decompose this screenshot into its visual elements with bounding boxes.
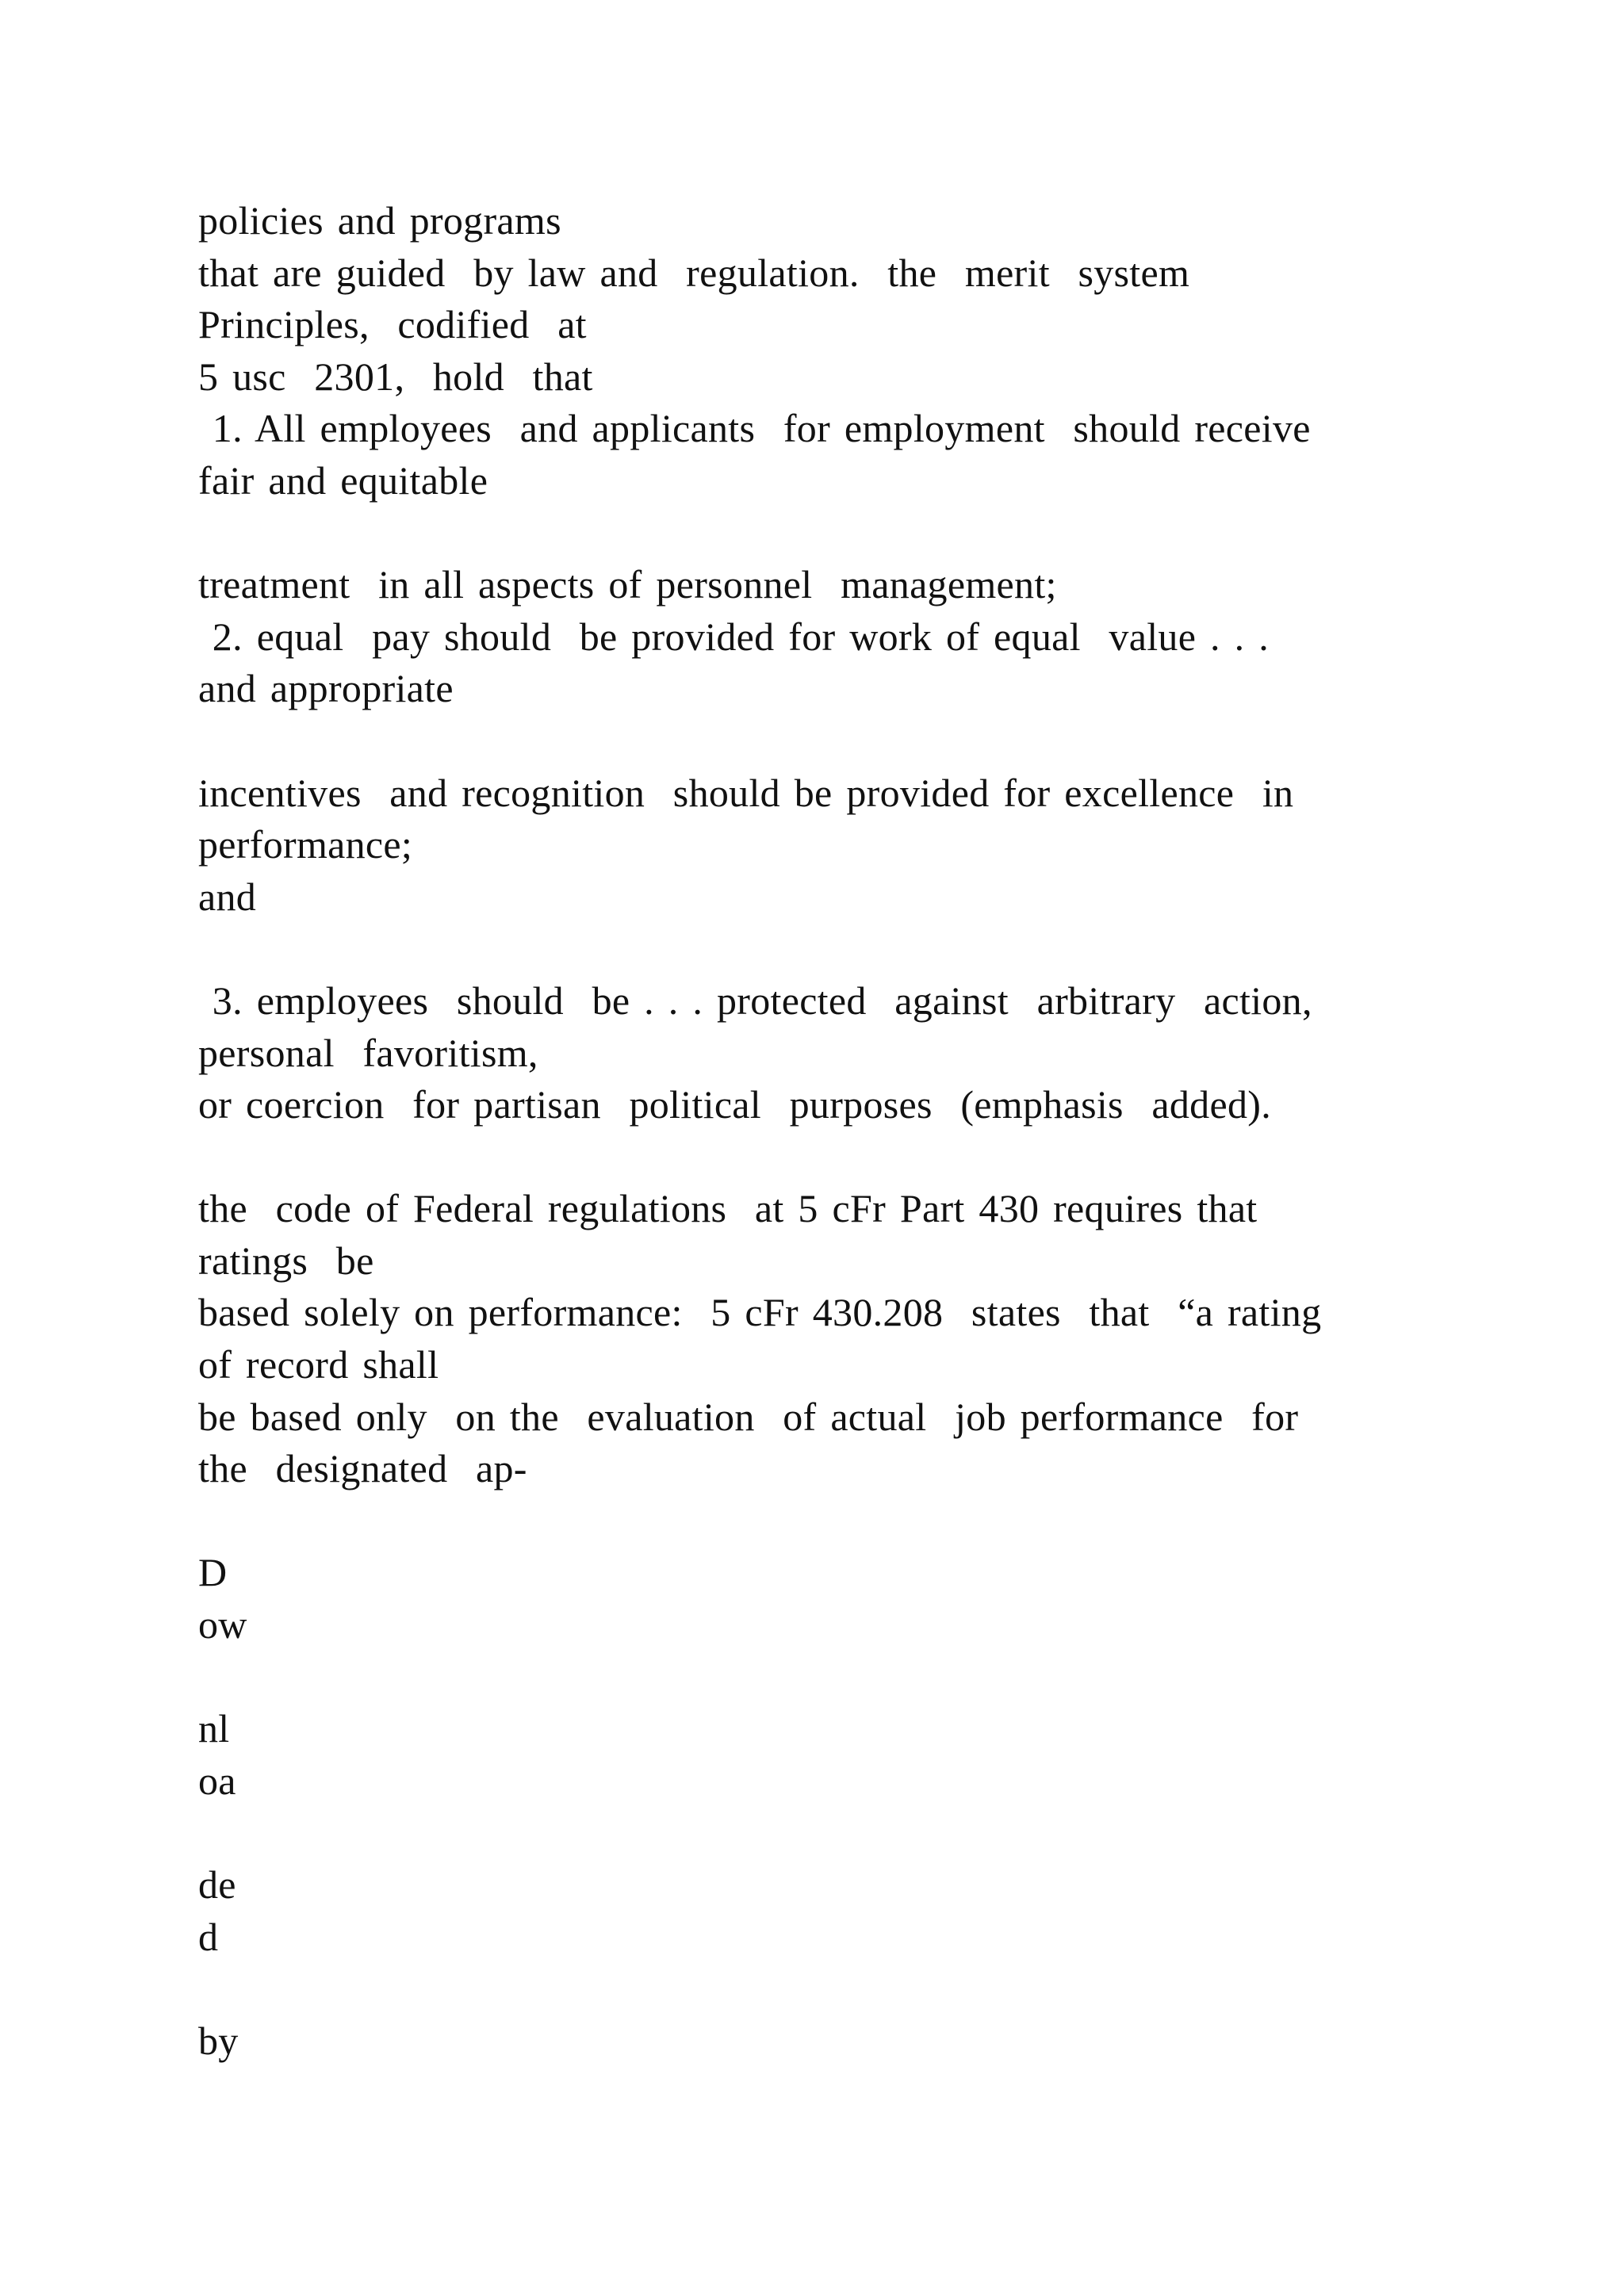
blank-line xyxy=(198,1651,1578,1704)
text-line: fair and equitable xyxy=(198,457,488,503)
text-line: 1. All employees and applicants for employment should receive xyxy=(198,406,1311,451)
text-line: treatment in all aspects of personnel management; xyxy=(198,562,1057,607)
text-line: ow xyxy=(198,1602,247,1647)
text-line: oa xyxy=(198,1758,236,1803)
text-line: be based only on the evaluation of actual job performance for xyxy=(198,1394,1299,1439)
text-line: nl xyxy=(198,1706,230,1751)
text-line: ratings be xyxy=(198,1238,374,1283)
blank-line xyxy=(198,1963,1578,2015)
blank-line xyxy=(198,1131,1578,1184)
text-line: 3. employees should be . . . protected against arbitrary action, xyxy=(198,978,1312,1023)
blank-line xyxy=(198,1495,1578,1548)
text-line: the designated ap- xyxy=(198,1446,527,1491)
text-line: de xyxy=(198,1862,236,1907)
text-line: or coercion for partisan political purposes (emphasis added). xyxy=(198,1082,1272,1127)
text-line: 5 usc 2301, hold that xyxy=(198,354,593,399)
body-text xyxy=(198,195,1578,2067)
blank-line xyxy=(198,1807,1578,1859)
text-line: D xyxy=(198,1550,228,1595)
text-line: and xyxy=(198,874,257,919)
text-line: incentives and recognition should be provided for excellence in xyxy=(198,770,1294,815)
text-line: Principles, codified at xyxy=(198,302,587,347)
blank-line xyxy=(198,715,1578,767)
blank-line xyxy=(198,507,1578,560)
text-line: based solely on performance: 5 cFr 430.208 states that “a rating xyxy=(198,1290,1322,1335)
text-line: by xyxy=(198,2018,239,2063)
text-line: d xyxy=(198,1914,219,1959)
text-line: 2. equal pay should be provided for work of equal value . . . xyxy=(198,614,1270,659)
text-line: that are guided by law and regulation. the merit system xyxy=(198,250,1190,295)
text-line: policies and programs xyxy=(198,198,561,243)
blank-line xyxy=(198,923,1578,975)
text-line: the code of Federal regulations at 5 cFr Part 430 requires that xyxy=(198,1186,1258,1231)
text-line: and appropriate xyxy=(198,666,454,711)
text-line: personal favoritism, xyxy=(198,1030,538,1075)
text-line: performance; xyxy=(198,822,413,867)
text-line: of record shall xyxy=(198,1342,439,1387)
